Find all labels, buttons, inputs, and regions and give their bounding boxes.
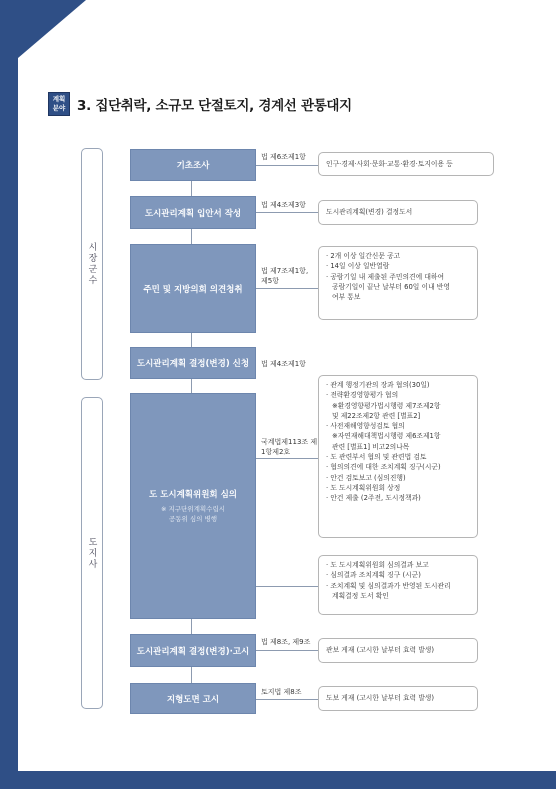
step-law-ref: 법 제6조제1항 (261, 153, 306, 161)
step-detail-box (318, 638, 478, 663)
side-label-bottom-box (81, 397, 103, 709)
detail-item: 공람기일이 끝난 날부터 60일 이내 반영 (332, 282, 450, 291)
step-detail-box (318, 375, 478, 538)
step-label: 지형도면 고시 (166, 694, 220, 705)
detail-item: 여부 통보 (332, 293, 361, 302)
page (18, 0, 556, 771)
step-public-hearing (130, 244, 256, 333)
detail-item: · 안건 검토보고 (심의진행) (326, 473, 406, 482)
detail-item: · 관계 행정기관의 장과 협의(30일) (326, 381, 430, 389)
step-connector (256, 288, 318, 289)
step-note: ※ 지구단위계획수립시 공동위 심의 병행 (160, 505, 226, 523)
detail-item: · 도 관련부서 협의 및 관련법 검토 (326, 453, 427, 462)
step-detail-box (318, 200, 478, 225)
step-connector (256, 650, 318, 651)
step-connector (256, 165, 318, 166)
step-committee-review (130, 393, 256, 619)
section-title: 3. 집단취락, 소규모 단절토지, 경계선 관통대지 (77, 98, 352, 114)
detail-text: 도시관리계획(변경) 결정도서 (326, 208, 413, 217)
step-detail-box (318, 246, 478, 320)
step-connector (256, 458, 318, 459)
detail-item: ※환경영향평가법시행령 제7조제2항 (332, 401, 441, 410)
step-connector (256, 699, 318, 700)
step-label: 주민 및 지방의회 의견청취 (143, 284, 243, 295)
detail-item: 및 제22조제2항 관련 [별표2] (332, 411, 421, 420)
side-label-top: 시장군수 (86, 242, 97, 286)
step-law-ref: 법 제4조제1항 (261, 360, 306, 368)
step-law-ref: 법 제8조, 제9조 (261, 638, 311, 646)
detail-item: · 공람기일 내 제출된 주민의견에 대하여 (326, 272, 445, 281)
step-law-ref: 법 제4조제3항 (261, 201, 306, 209)
step-detail-box (318, 152, 494, 176)
detail-item: 계획결정 도서 확인 (332, 591, 389, 600)
step-decision-notice (130, 634, 256, 667)
step-label: 도시관리계획 입안서 작성 (144, 208, 242, 219)
step-connector (256, 586, 318, 587)
step-connector (256, 212, 318, 213)
step-detail-box (318, 686, 478, 711)
step-map-notice (130, 683, 256, 714)
step-decision-request (130, 347, 256, 379)
step-label: 도 도시계획위원회 심의 (148, 490, 238, 500)
detail-item: · 전략환경영향평가 협의 (326, 391, 399, 400)
step-draft-plan (130, 196, 256, 229)
detail-text: 도보 게재 (고시한 날부터 효력 발생) (326, 694, 435, 703)
step-law-ref: 토지법 제8조 (261, 688, 302, 696)
step-label: 도시관리계획 결정(변경)·고시 (136, 646, 250, 657)
detail-item: · 도 도시계획위원회 상정 (326, 483, 401, 492)
detail-item: · 조치계획 및 심의결과가 반영된 도시관리 (326, 581, 451, 590)
section-heading (48, 92, 352, 116)
side-label-bottom: 도지사 (86, 536, 97, 570)
detail-item: · 심의결과 조치계획 징구 (시군) (326, 571, 421, 580)
detail-text: 관보 게재 (고시한 날부터 효력 발생) (326, 646, 435, 655)
detail-item: · 14일 이상 일반열람 (326, 262, 390, 271)
detail-item: · 2개 이상 일간신문 공고 (326, 252, 401, 260)
step-basic-survey (130, 149, 256, 181)
category-badge-icon: 계획 분야 (48, 92, 70, 116)
detail-item: · 사전재해영향성검토 협의 (326, 422, 405, 431)
detail-item: · 협의의견에 대한 조치계획 징구(시군) (326, 463, 441, 472)
step-detail-box-2 (318, 555, 478, 615)
detail-item: 관련 [별표1] 비고2의나목 (332, 442, 410, 451)
step-law-ref (261, 266, 317, 286)
corner-decoration (18, 0, 86, 58)
detail-item: · 안건 제출 (2주전, 도시정책과) (326, 494, 421, 503)
detail-item: · 도 도시계획위원회 심의결과 보고 (326, 561, 429, 569)
detail-item: ※자연재해대책법시행령 제6조제1항 (332, 432, 441, 441)
detail-text: 인구·경제·사회·문화·교통·환경·토지이용 등 (326, 159, 453, 168)
law-text: 법 제7조제1항, 제5항 (261, 267, 309, 285)
step-law-ref: 국계법제113조 제1항제2호 (261, 438, 318, 456)
step-label: 도시관리계획 결정(변경) 신청 (136, 359, 250, 369)
step-label: 기초조사 (176, 161, 210, 171)
side-label-top-box (81, 148, 103, 380)
